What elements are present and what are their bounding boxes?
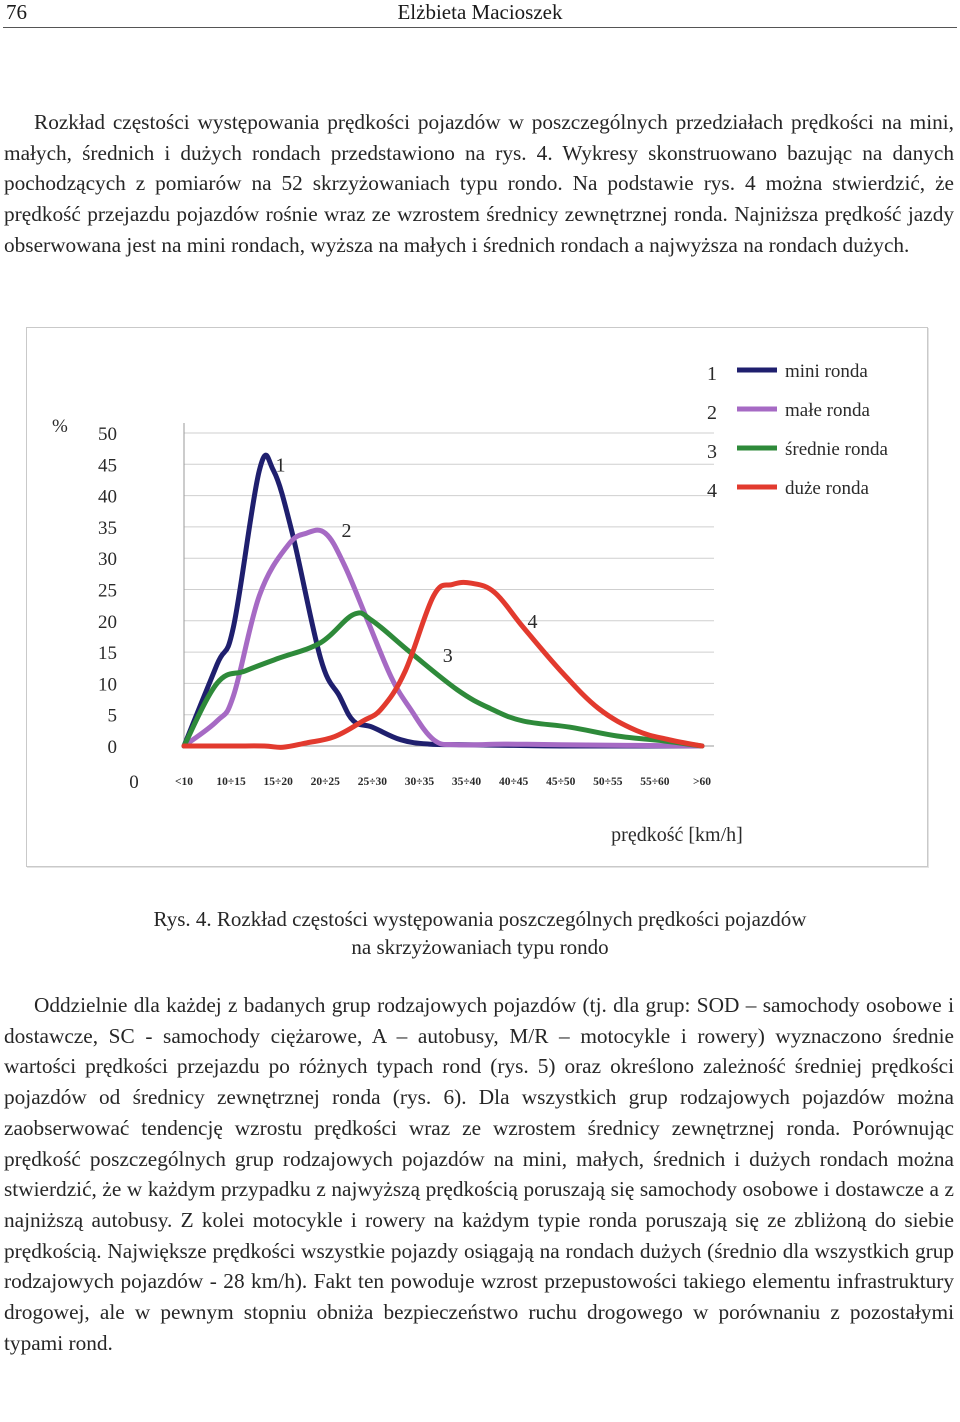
y-tick-label: 45 <box>98 455 117 477</box>
x-tick-label: 25÷30 <box>357 776 388 788</box>
x-tick-label: 35÷40 <box>451 776 482 788</box>
x-tick-label: 40÷45 <box>498 776 529 788</box>
y-tick-label: 10 <box>98 674 117 696</box>
paragraph-1: Rozkład częstości występowania prędkości pojazdów w poszczególnych przedziałach prędkości na mini, małych, średnich i dużych rondach przedstawiono na rys. 4. Wykresy skonstruowano bazując na danych pochodzących z pomiarów na 52 skrzyżowaniach typu rondo. Na podstawie rys. 4 można stwierdzić, że prędkość przejazdu pojazdów rośnie wraz ze wzrostem średnicy zewnętrznej ronda. Najniższa prędkość jazdy obserwowana jest na mini rondach, wyższa na małych i średnich rondach a najwyższa na rondach dużych. <box>4 110 954 257</box>
x-tick-label: 45÷50 <box>546 776 576 788</box>
legend-label-4: duże ronda <box>785 478 869 499</box>
curve-label-2: 2 <box>341 520 352 543</box>
y-tick-label: 15 <box>98 643 117 665</box>
x-tick-label: 50÷55 <box>593 776 623 788</box>
curve-label-1: 1 <box>275 454 286 477</box>
series-line-1 <box>184 455 702 746</box>
series-line-2 <box>184 530 702 746</box>
paragraph-2: Oddzielnie dla każdej z badanych grup rodzajowych pojazdów (tj. dla grup: SOD – samochody osobowe i dostawcze, SC - samochody ciężarowe, A – autobusy, M/R – motocykle i rowery) wyznaczono średnie wartości prędkości przejazdu po różnych typach rond (rys. 5) oraz określono zależność średniej prędkości pojazdów od średnicy zewnętrznej ronda (rys. 6). Dla wszystkich grup rodzajowych pojazdów można zaobserwować tendencję wzrostu prędkości wraz ze wzrostem średnicy zewnętrznej ronda. Porównując prędkość poszczególnych grup rodzajowych pojazdów na mini, małych, średnich i dużych rondach można stwierdzić, że w każdym przypadku z najwyższą prędkością poruszają się samochody osobowe i dostawcze a z najniższą autobusy. Z kolei motocykle i rowery na każdym typie ronda poruszają się ze zbliżoną do siebie prędkością. Największe prędkości wszystkie pojazdy osiągają na rondach dużych (średnio dla wszystkich grup rodzajowych pojazdów - 28 km/h). Fakt ten powoduje wzrost przepustowości takiego elementu infrastruktury drogowej, ale w pewnym stopniu obniża bezpieczeństwo ruchu drogowego w porównaniu z pozostałymi typami rond. <box>4 993 954 1355</box>
x-tick-label: >60 <box>692 776 712 788</box>
caption-line-1: Rys. 4. Rozkład częstości występowania poszczególnych prędkości pojazdów <box>153 907 807 931</box>
figure-caption <box>0 905 960 961</box>
curve-label-4: 4 <box>527 610 538 633</box>
x-tick-label: 15÷20 <box>263 776 293 788</box>
curve-label-3: 3 <box>442 645 453 668</box>
x-tick-label: 20÷25 <box>310 776 340 788</box>
legend-label-3: średnie ronda <box>785 439 888 460</box>
header-rule <box>3 27 957 28</box>
y-tick-label: 30 <box>98 549 117 571</box>
x-tick-label: <10 <box>174 776 194 788</box>
y-axis-label: % <box>52 416 68 437</box>
y-tick-label: 0 <box>107 737 117 758</box>
legend-number-3: 3 <box>707 441 717 463</box>
y-tick-label: 20 <box>98 611 117 633</box>
figure-4-frame <box>26 327 928 867</box>
x-tick-label: 55÷60 <box>640 776 670 788</box>
caption-line-2: na skrzyżowaniach typu rondo <box>351 935 609 959</box>
legend-number-2: 2 <box>707 402 717 424</box>
legend-label-1: mini ronda <box>785 361 868 382</box>
y-tick-label: 35 <box>98 517 117 539</box>
legend-number-4: 4 <box>707 480 717 502</box>
running-header-author: Elżbieta Macioszek <box>397 0 563 24</box>
legend-number-1: 1 <box>707 363 717 385</box>
y-tick-label: 40 <box>98 486 117 508</box>
page-header <box>0 0 960 28</box>
y-tick-label: 25 <box>98 580 117 602</box>
y-tick-label: 50 <box>98 424 117 445</box>
x-tick-label: 10÷15 <box>216 776 246 788</box>
legend-label-2: małe ronda <box>785 400 870 421</box>
y-tick-label: 5 <box>107 705 117 727</box>
speed-distribution-chart <box>27 328 927 866</box>
x-origin-label: 0 <box>129 772 139 793</box>
x-tick-label: 30÷35 <box>404 776 435 788</box>
x-axis-label: prędkość [km/h] <box>611 824 743 846</box>
page-number: 76 <box>6 0 27 24</box>
